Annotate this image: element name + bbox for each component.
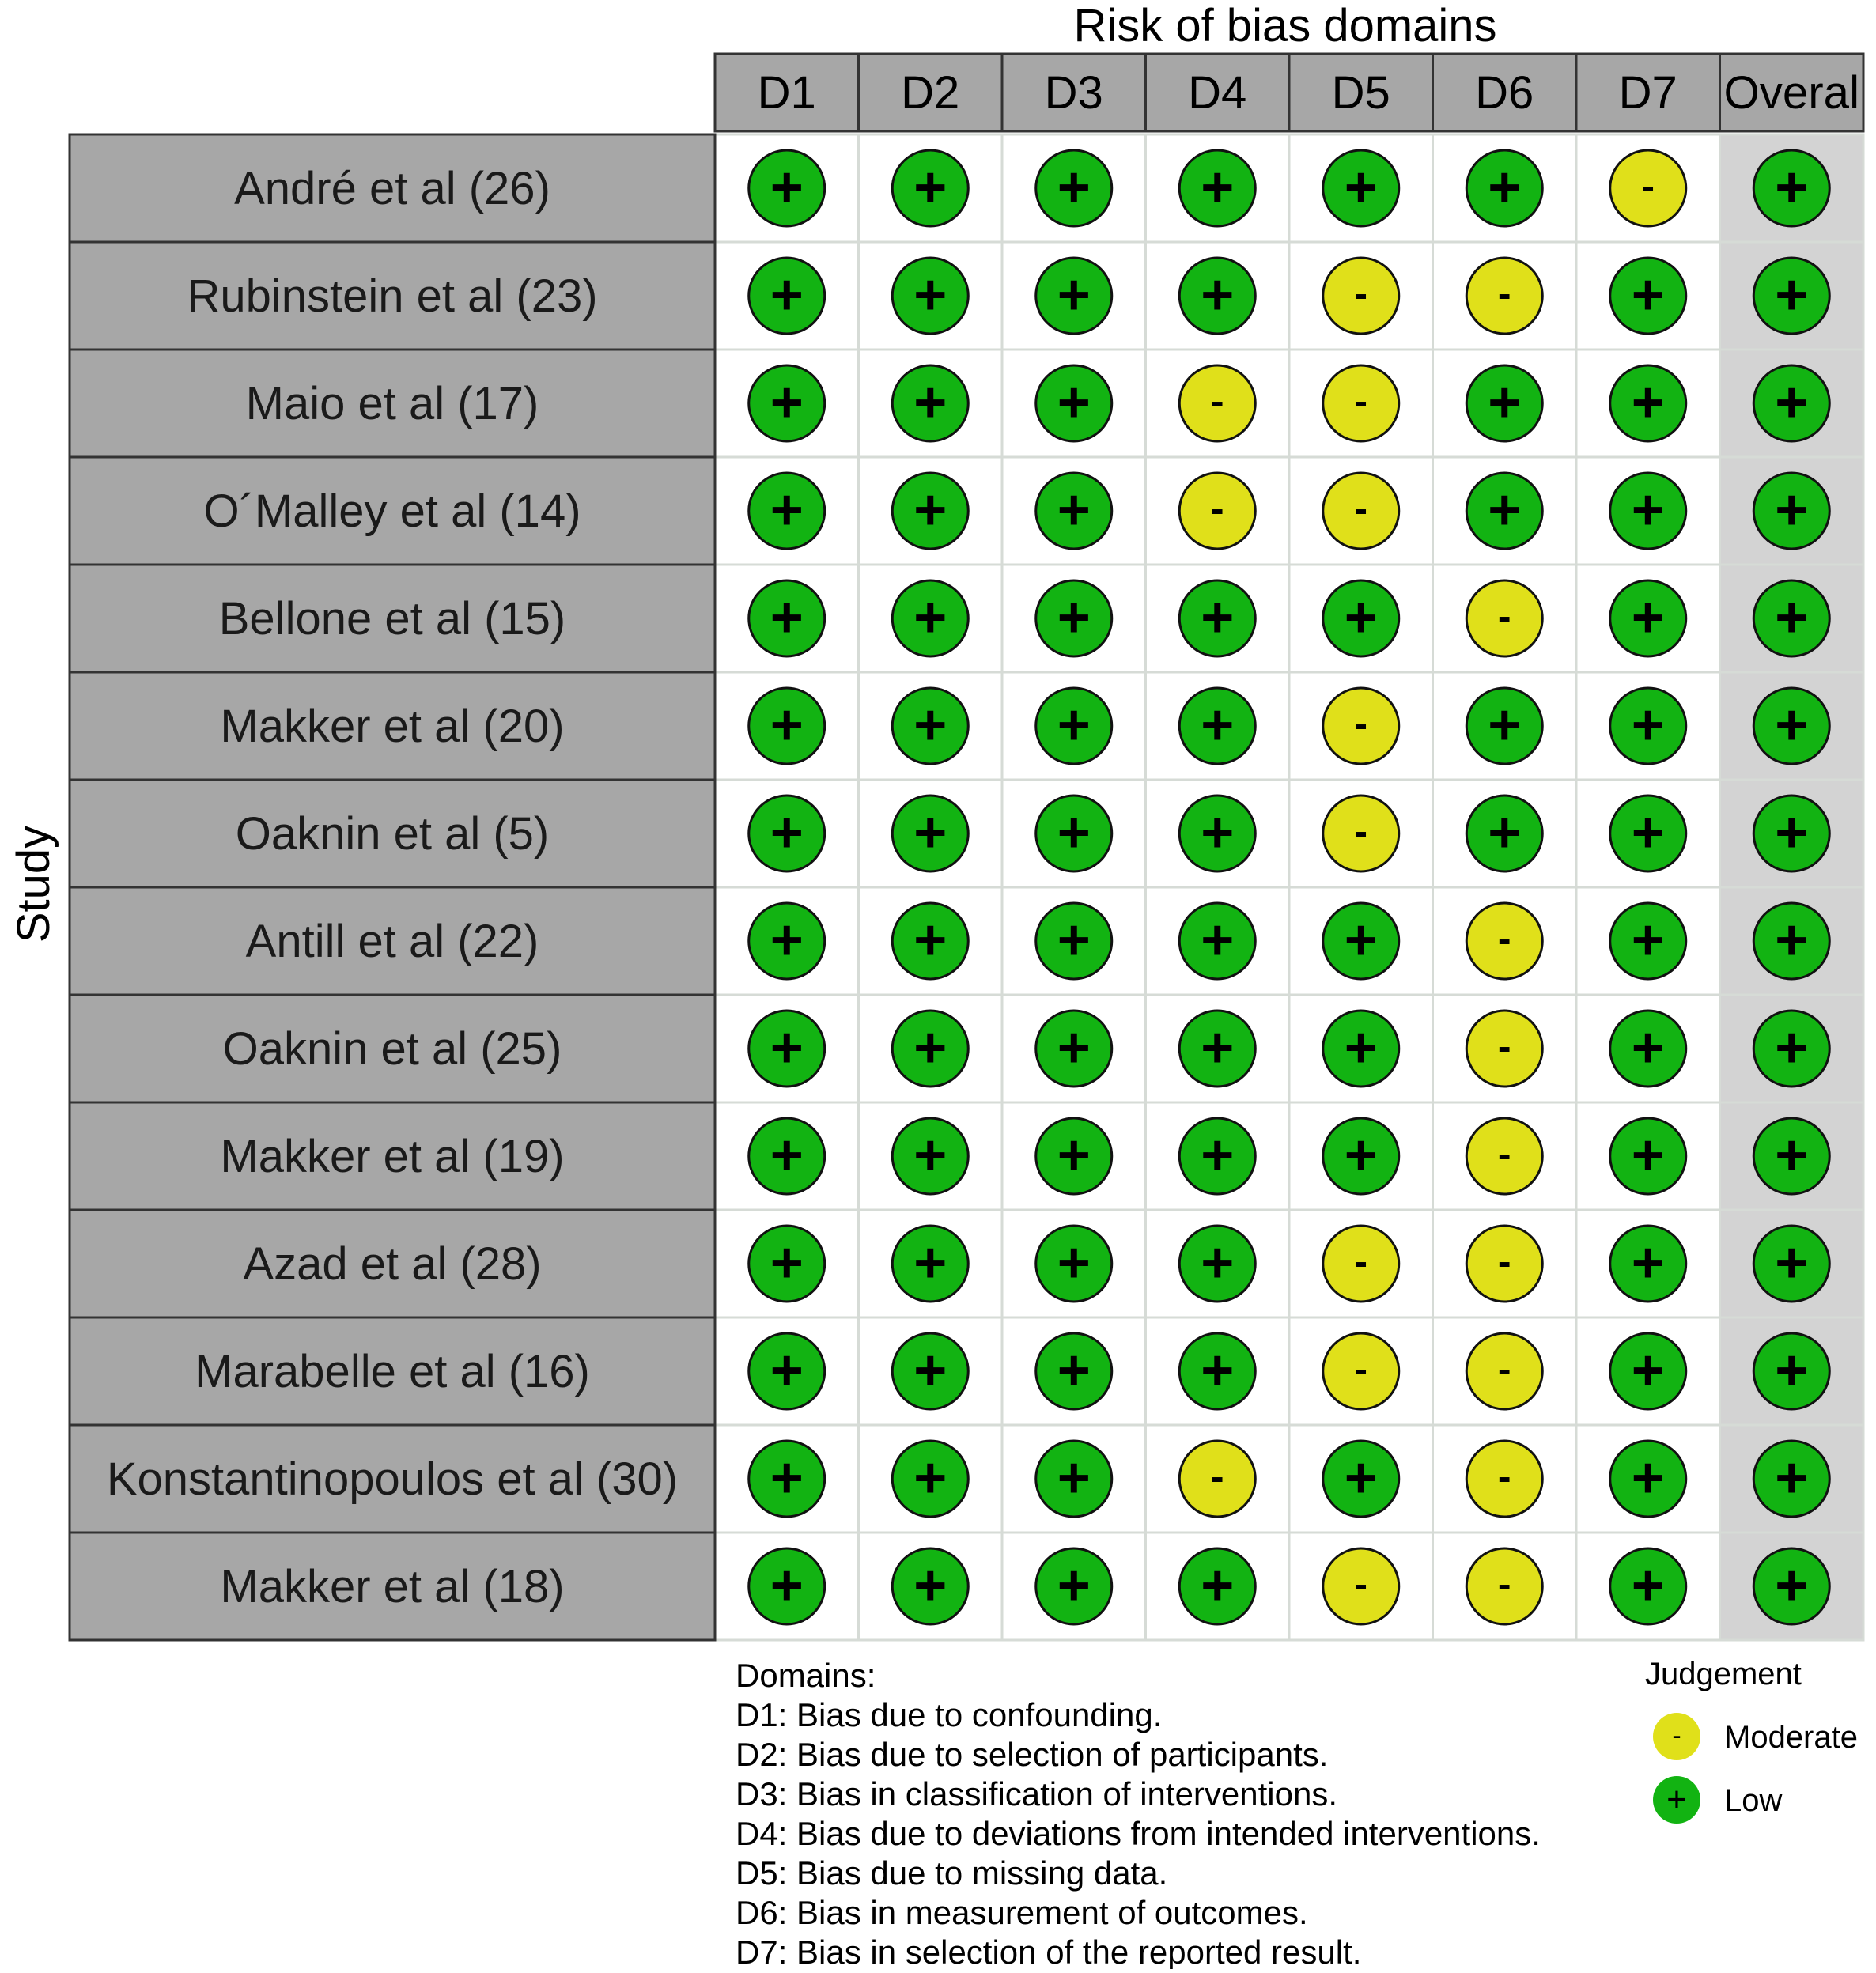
judgement-symbol: +: [1631, 909, 1665, 972]
study-label: Maio et al (17): [245, 378, 539, 429]
judgement-symbol: +: [1631, 1124, 1665, 1187]
judgement-marker-low: [1610, 688, 1686, 764]
domain-description: D4: Bias due to deviations from intended interventions.: [736, 1815, 1541, 1852]
judgement-marker-low: [1610, 903, 1686, 979]
judgement-marker-low: [892, 1011, 968, 1087]
judgement-marker-low: [1610, 473, 1686, 549]
judgement-symbol: -: [1210, 1454, 1224, 1499]
judgement-symbol: -: [1354, 271, 1368, 316]
column-header-label: D7: [1618, 67, 1677, 119]
judgement-marker-low: [1753, 258, 1829, 334]
domain-description: D5: Bias due to missing data.: [736, 1854, 1168, 1892]
judgement-symbol: -: [1497, 594, 1511, 638]
judgement-symbol: +: [770, 1339, 804, 1402]
judgement-marker-low: [892, 365, 968, 441]
judgement-symbol: -: [1354, 379, 1368, 423]
judgement-symbol: +: [1344, 1446, 1378, 1510]
column-header-label: Overal: [1723, 67, 1859, 119]
judgement-symbol: +: [1057, 1339, 1091, 1402]
judgement-marker-low: [1610, 580, 1686, 656]
judgement-symbol: -: [1354, 701, 1368, 746]
judgement-marker-low: [1323, 903, 1399, 979]
column-header-label: D6: [1475, 67, 1534, 119]
judgement-symbol: -: [1354, 1562, 1368, 1606]
judgement-symbol: +: [1631, 1231, 1665, 1295]
judgement-marker-moderate: [1323, 258, 1399, 334]
judgement-marker-low: [1323, 150, 1399, 226]
study-label: Rubinstein et al (23): [187, 270, 598, 322]
domain-description: D2: Bias due to selection of participants.: [736, 1736, 1329, 1773]
judgement-symbol: +: [913, 263, 947, 327]
judgement-marker-low: [1179, 580, 1255, 656]
judgement-symbol: +: [770, 1446, 804, 1510]
judgement-marker-low: [1753, 796, 1829, 871]
judgement-symbol: -: [1354, 1347, 1368, 1391]
judgement-marker-moderate: [1323, 473, 1399, 549]
judgement-symbol: +: [1631, 263, 1665, 327]
judgement-marker-low: [749, 1548, 825, 1624]
judgement-marker-low: [1753, 1441, 1829, 1517]
judgement-symbol: +: [1488, 371, 1522, 434]
judgement-symbol: +: [1201, 1231, 1235, 1295]
judgement-symbol: -: [1210, 486, 1224, 531]
judgement-symbol: +: [1631, 371, 1665, 434]
judgement-marker-low: [892, 258, 968, 334]
judgement-marker-low: [1753, 1548, 1829, 1624]
domains-heading: Domains:: [736, 1657, 876, 1694]
judgement-symbol: +: [913, 586, 947, 649]
judgement-marker-moderate: [1466, 1011, 1542, 1087]
judgement-symbol: +: [913, 1339, 947, 1402]
judgement-marker-low: [1466, 473, 1542, 549]
legend-title: Judgement: [1645, 1657, 1802, 1691]
judgement-marker-low: [1610, 258, 1686, 334]
judgement-symbol: +: [1057, 586, 1091, 649]
judgement-symbol: -: [1497, 1454, 1511, 1499]
judgement-marker-low: [1610, 1011, 1686, 1087]
judgement-symbol: +: [1775, 801, 1809, 864]
study-label: Oaknin et al (25): [222, 1023, 562, 1075]
judgement-marker-low: [1466, 796, 1542, 871]
judgement-symbol: +: [1201, 1554, 1235, 1617]
judgement-symbol: +: [1057, 371, 1091, 434]
judgement-marker-low: [1753, 1011, 1829, 1087]
study-label: Makker et al (18): [220, 1561, 565, 1612]
study-label: Makker et al (20): [220, 701, 565, 752]
domain-description: D7: Bias in selection of the reported result.: [736, 1933, 1362, 1969]
judgement-symbol: +: [770, 1231, 804, 1295]
judgement-symbol: +: [1775, 694, 1809, 757]
judgement-symbol: -: [1210, 379, 1224, 423]
judgement-marker-moderate: [1323, 1548, 1399, 1624]
judgement-symbol: +: [1201, 694, 1235, 757]
judgement-marker-moderate: [1323, 365, 1399, 441]
judgement-marker-low: [892, 1226, 968, 1302]
judgement-symbol: +: [1344, 1124, 1378, 1187]
judgement-marker-low: [749, 365, 825, 441]
judgement-symbol: +: [913, 371, 947, 434]
judgement-symbol: +: [1631, 478, 1665, 542]
judgement-marker-moderate: [1466, 903, 1542, 979]
judgement-marker-low: [749, 150, 825, 226]
judgement-symbol: +: [770, 694, 804, 757]
judgement-marker-low: [1753, 903, 1829, 979]
judgement-symbol: +: [1057, 1554, 1091, 1617]
judgement-marker-low: [892, 1333, 968, 1409]
judgement-marker-low: [1466, 688, 1542, 764]
domain-description: D3: Bias in classification of interventions.: [736, 1775, 1338, 1812]
judgement-symbol: -: [1497, 1347, 1511, 1391]
judgement-marker-moderate: [1323, 1333, 1399, 1409]
judgement-marker-low: [1036, 1118, 1112, 1194]
judgement-symbol: +: [1488, 801, 1522, 864]
judgement-marker-low: [892, 1548, 968, 1624]
judgement-marker-low: [1179, 1226, 1255, 1302]
judgement-marker-low: [1036, 258, 1112, 334]
judgement-marker-low: [1036, 1333, 1112, 1409]
judgement-marker-low: [1179, 688, 1255, 764]
judgement-symbol: +: [1057, 1231, 1091, 1295]
judgement-symbol: +: [1201, 156, 1235, 219]
judgement-symbol: +: [1344, 156, 1378, 219]
judgement-symbol: +: [913, 1231, 947, 1295]
judgement-symbol: +: [770, 586, 804, 649]
judgement-marker-low: [749, 1118, 825, 1194]
judgement-marker-low: [1179, 796, 1255, 871]
judgement-symbol: +: [913, 1554, 947, 1617]
legend-symbol: +: [1666, 1780, 1687, 1819]
judgement-symbol: +: [1775, 586, 1809, 649]
judgement-marker-low: [1036, 150, 1112, 226]
judgement-marker-low: [1753, 580, 1829, 656]
judgement-symbol: +: [913, 909, 947, 972]
judgement-symbol: -: [1641, 164, 1655, 208]
judgement-symbol: +: [770, 371, 804, 434]
judgement-symbol: +: [1057, 1124, 1091, 1187]
judgement-symbol: -: [1497, 917, 1511, 961]
judgement-marker-low: [749, 1441, 825, 1517]
judgement-marker-moderate: [1323, 688, 1399, 764]
y-axis-label: Study: [8, 825, 59, 943]
judgement-marker-low: [1323, 1011, 1399, 1087]
judgement-marker-moderate: [1466, 1441, 1542, 1517]
judgement-marker-moderate: [1466, 1333, 1542, 1409]
judgement-symbol: +: [1631, 1016, 1665, 1079]
judgement-marker-low: [1036, 1226, 1112, 1302]
judgement-symbol: +: [1344, 1016, 1378, 1079]
judgement-symbol: +: [1631, 586, 1665, 649]
judgement-symbol: -: [1497, 1132, 1511, 1176]
study-label: O´Malley et al (14): [203, 486, 581, 537]
judgement-symbol: +: [1057, 1016, 1091, 1079]
judgement-symbol: +: [1057, 1446, 1091, 1510]
judgement-marker-moderate: [1466, 1226, 1542, 1302]
judgement-symbol: +: [1201, 1016, 1235, 1079]
judgement-symbol: +: [1631, 1554, 1665, 1617]
judgement-marker-low: [749, 473, 825, 549]
judgement-symbol: +: [770, 1016, 804, 1079]
judgement-symbol: +: [1201, 263, 1235, 327]
judgement-symbol: +: [1775, 478, 1809, 542]
legend-symbol: -: [1672, 1721, 1681, 1751]
judgement-symbol: +: [770, 1124, 804, 1187]
judgement-symbol: +: [1775, 909, 1809, 972]
judgement-marker-low: [1036, 365, 1112, 441]
chart-title: Risk of bias domains: [1073, 0, 1497, 51]
judgement-marker-low: [749, 688, 825, 764]
judgement-marker-low: [1179, 150, 1255, 226]
judgement-marker-low: [1323, 1118, 1399, 1194]
judgement-marker-low: [749, 580, 825, 656]
column-header-label: D2: [901, 67, 960, 119]
legend-label: Moderate: [1724, 1720, 1858, 1755]
judgement-marker-low: [749, 258, 825, 334]
judgement-marker-low: [749, 1226, 825, 1302]
judgement-marker-moderate: [1466, 580, 1542, 656]
domain-description: D1: Bias due to confounding.: [736, 1696, 1163, 1733]
judgement-symbol: +: [913, 801, 947, 864]
judgement-symbol: +: [1631, 694, 1665, 757]
judgement-marker-low: [1753, 473, 1829, 549]
study-label: Marabelle et al (16): [195, 1346, 590, 1397]
judgement-symbol: +: [770, 909, 804, 972]
judgement-symbol: +: [1057, 909, 1091, 972]
judgement-symbol: +: [1201, 1124, 1235, 1187]
judgement-marker-low: [1610, 796, 1686, 871]
judgement-marker-low: [749, 1011, 825, 1087]
judgement-symbol: +: [1775, 1446, 1809, 1510]
judgement-marker-low: [1179, 1118, 1255, 1194]
judgement-marker-low: [1179, 1333, 1255, 1409]
judgement-symbol: +: [1775, 1016, 1809, 1079]
judgement-symbol: -: [1497, 1562, 1511, 1606]
judgement-symbol: +: [1057, 801, 1091, 864]
judgement-symbol: -: [1354, 1239, 1368, 1283]
judgement-symbol: +: [1775, 1339, 1809, 1402]
judgement-marker-low: [892, 688, 968, 764]
study-label: André et al (26): [234, 163, 550, 214]
judgement-symbol: +: [913, 1124, 947, 1187]
judgement-symbol: +: [770, 156, 804, 219]
judgement-marker-low: [749, 1333, 825, 1409]
judgement-symbol: -: [1497, 271, 1511, 316]
judgement-marker-low: [1179, 1548, 1255, 1624]
judgement-marker-moderate: [1179, 1441, 1255, 1517]
judgement-marker-low: [892, 1118, 968, 1194]
judgement-marker-low: [1610, 1548, 1686, 1624]
judgement-marker-low: [1036, 1548, 1112, 1624]
judgement-symbol: +: [913, 1016, 947, 1079]
judgement-symbol: +: [770, 1554, 804, 1617]
domain-description: D6: Bias in measurement of outcomes.: [736, 1894, 1308, 1931]
judgement-symbol: +: [1775, 1554, 1809, 1617]
judgement-marker-low: [892, 1441, 968, 1517]
judgement-symbol: +: [1201, 801, 1235, 864]
judgement-marker-low: [1323, 1441, 1399, 1517]
judgement-marker-low: [1753, 1333, 1829, 1409]
study-label: Oaknin et al (5): [235, 808, 550, 860]
judgement-marker-low: [1466, 365, 1542, 441]
study-label: Antill et al (22): [245, 916, 539, 967]
judgement-symbol: +: [1344, 586, 1378, 649]
judgement-marker-low: [1036, 688, 1112, 764]
judgement-marker-low: [1753, 688, 1829, 764]
column-header-label: D4: [1188, 67, 1247, 119]
judgement-marker-low: [1036, 796, 1112, 871]
judgement-symbol: -: [1497, 1239, 1511, 1283]
judgement-marker-moderate: [1323, 1226, 1399, 1302]
judgement-marker-low: [1610, 1226, 1686, 1302]
judgement-symbol: +: [1775, 263, 1809, 327]
judgement-marker-low: [1036, 1011, 1112, 1087]
judgement-symbol: -: [1354, 486, 1368, 531]
judgement-symbol: +: [1488, 694, 1522, 757]
judgement-symbol: +: [1631, 801, 1665, 864]
judgement-marker-low: [1610, 1118, 1686, 1194]
study-label: Bellone et al (15): [218, 593, 566, 644]
judgement-symbol: +: [1488, 156, 1522, 219]
judgement-marker-low: [1036, 903, 1112, 979]
judgement-marker-moderate: [1179, 365, 1255, 441]
judgement-symbol: +: [770, 263, 804, 327]
judgement-marker-moderate: [1466, 1548, 1542, 1624]
column-header-label: D5: [1331, 67, 1390, 119]
judgement-symbol: +: [1631, 1339, 1665, 1402]
judgement-marker-moderate: [1323, 796, 1399, 871]
judgement-symbol: +: [1201, 909, 1235, 972]
judgement-marker-low: [892, 580, 968, 656]
judgement-symbol: +: [913, 1446, 947, 1510]
judgement-marker-low: [1610, 1333, 1686, 1409]
judgement-symbol: +: [1057, 263, 1091, 327]
judgement-marker-low: [1036, 473, 1112, 549]
judgement-marker-low: [749, 796, 825, 871]
judgement-marker-low: [749, 903, 825, 979]
judgement-symbol: +: [1488, 478, 1522, 542]
judgement-marker-low: [892, 903, 968, 979]
judgement-marker-low: [1753, 365, 1829, 441]
judgement-marker-low: [1466, 150, 1542, 226]
judgement-symbol: +: [1344, 909, 1378, 972]
judgement-marker-low: [892, 796, 968, 871]
judgement-marker-low: [1036, 580, 1112, 656]
study-label: Makker et al (19): [220, 1131, 565, 1182]
judgement-symbol: +: [913, 478, 947, 542]
judgement-marker-moderate: [1610, 150, 1686, 226]
judgement-marker-low: [1753, 1118, 1829, 1194]
legend-item-moderate: [1653, 1713, 1858, 1760]
judgement-symbol: +: [1775, 371, 1809, 434]
judgement-marker-low: [1036, 1441, 1112, 1517]
judgement-marker-low: [1753, 150, 1829, 226]
judgement-marker-low: [1179, 903, 1255, 979]
legend-item-low: [1653, 1776, 1782, 1824]
judgement-marker-low: [1753, 1226, 1829, 1302]
column-header-label: D3: [1044, 67, 1103, 119]
judgement-symbol: -: [1497, 1024, 1511, 1068]
judgement-marker-moderate: [1466, 1118, 1542, 1194]
judgement-symbol: +: [1057, 478, 1091, 542]
legend-label: Low: [1724, 1783, 1783, 1818]
judgement-symbol: +: [913, 156, 947, 219]
judgement-symbol: +: [1775, 1231, 1809, 1295]
judgement-marker-low: [892, 473, 968, 549]
judgement-marker-low: [1179, 258, 1255, 334]
judgement-symbol: +: [1775, 156, 1809, 219]
judgement-symbol: +: [1057, 156, 1091, 219]
judgement-marker-moderate: [1466, 258, 1542, 334]
judgement-marker-low: [1610, 365, 1686, 441]
judgement-symbol: +: [913, 694, 947, 757]
judgement-symbol: +: [770, 801, 804, 864]
judgement-marker-moderate: [1179, 473, 1255, 549]
judgement-symbol: +: [770, 478, 804, 542]
study-label: Azad et al (28): [243, 1238, 542, 1290]
judgement-marker-low: [892, 150, 968, 226]
judgement-marker-low: [1323, 580, 1399, 656]
study-label: Konstantinopoulos et al (30): [106, 1453, 679, 1505]
judgement-symbol: -: [1354, 809, 1368, 853]
judgement-marker-low: [1610, 1441, 1686, 1517]
column-header-label: D1: [757, 67, 816, 119]
judgement-symbol: +: [1057, 694, 1091, 757]
judgement-symbol: +: [1201, 1339, 1235, 1402]
judgement-symbol: +: [1775, 1124, 1809, 1187]
judgement-symbol: +: [1631, 1446, 1665, 1510]
judgement-symbol: +: [1201, 586, 1235, 649]
judgement-marker-low: [1179, 1011, 1255, 1087]
